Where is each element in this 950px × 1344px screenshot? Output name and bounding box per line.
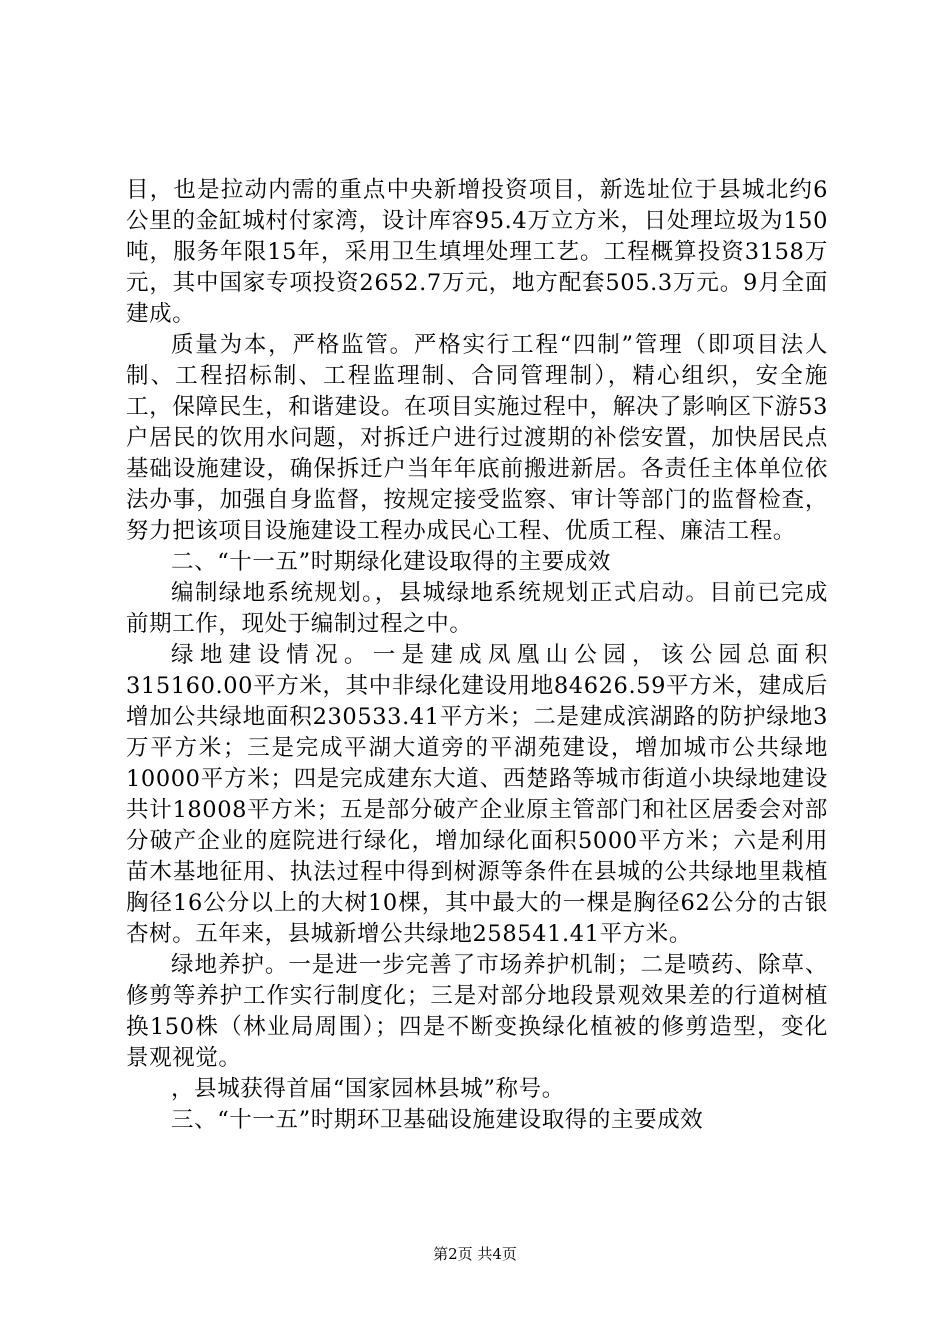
section-heading-greening: 二、“十一五”时期绿化建设取得的主要成效 (171, 549, 612, 575)
paragraph-quality-supervision: 质量为本，严格监管。严格实行工程“四制”管理（即项目法人制、工程招标制、工程监理制、合同管理制），精心组织，安全施工，保障民生，和谐建设。在项目实施过程中，解决了影响区下游53户居民的饮用水问题，对拆迁户进行过渡期的补偿安置，加快居民点基础设施建设，确保拆迁户当年年底前搬进新居。各责任主体单位依法办事，加强自身监督，按规定接受监察、审计等部门的监督检查，努力把该项目设施建设工程办成民心工程、优质工程、廉洁工程。 (126, 332, 828, 544)
paragraph-greenbelt-maintenance: 绿地养护。一是进一步完善了市场养护机制；二是喷药、除草、修剪等养护工作实行制度化；三是对部分地段景观效果差的行道树植换150株（林业局周围）；四是不断变换绿化植被的修剪造型，变化景观视觉。 (126, 952, 828, 1071)
section-heading-sanitation: 三、“十一五”时期环卫基础设施建设取得的主要成效 (171, 1107, 704, 1133)
paragraph-continuation: 目，也是拉动内需的重点中央新增投资项目，新选址位于县城北约6公里的金缸城村付家湾，设计库容95.4万立方米，日处理垃圾为150吨，服务年限15年，采用卫生填埋处理工艺。工程概算投资3158万元，其中国家专项投资2652.7万元，地方配套505.3万元。9月全面建成。 (126, 177, 828, 327)
paragraph-greenbelt-planning: 编制绿地系统规划。，县城绿地系统规划正式启动。目前已完成前期工作，现处于编制过程之中。 (126, 580, 828, 637)
page-number-footer: 第2页 共4页 (433, 1245, 517, 1263)
paragraph-greenbelt-construction: 绿地建设情况。一是建成凤凰山公园，该公园总面积315160.00平方米，其中非绿化建设用地84626.59平方米，建成后增加公共绿地面积230533.41平方米；二是建成滨湖路的防护绿地3万平方米；三是完成平湖大道旁的平湖苑建设，增加城市公共绿地10000平方米；四是完成建东大道、西楚路等城市街道小块绿地建设共计18008平方米；五是部分破产企业原主管部门和社区居委会对部分破产企业的庭院进行绿化，增加绿化面积5000平方米；六是利用苗木基地征用、执法过程中得到树源等条件在县城的公共绿地里栽植胸径16公分以上的大树10棵，其中最大的一棵是胸径62公分的古银杏树。五年来，县城新增公共绿地258541.41平方米。 (126, 642, 828, 947)
document-body (126, 175, 828, 1136)
paragraph-garden-county-award: ，县城获得首届“国家园林县城”称号。 (171, 1076, 565, 1102)
